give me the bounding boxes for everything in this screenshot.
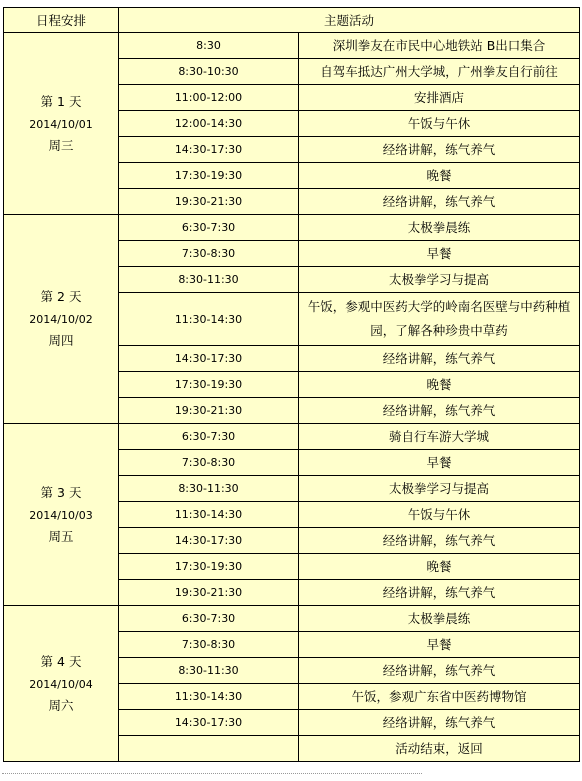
time-cell: 19:30-21:30 [119, 189, 299, 215]
time-cell: 8:30 [119, 33, 299, 59]
time-cell: 14:30-17:30 [119, 137, 299, 163]
activity-cell: 太极拳晨练 [299, 606, 580, 632]
activity-cell: 深圳拳友在市民中心地铁站 B出口集合 [299, 33, 580, 59]
header-schedule: 日程安排 [4, 8, 119, 33]
activity-cell: 太极拳学习与提高 [299, 267, 580, 293]
time-cell: 6:30-7:30 [119, 424, 299, 450]
day-weekday: 周四 [48, 333, 74, 348]
schedule-table [3, 7, 580, 762]
day-cell [4, 606, 119, 762]
time-cell: 19:30-21:30 [119, 398, 299, 424]
activity-cell: 骑自行车游大学城 [299, 424, 580, 450]
time-cell: 8:30-10:30 [119, 59, 299, 85]
time-cell: 8:30-11:30 [119, 267, 299, 293]
activity-cell: 经络讲解，练气养气 [299, 398, 580, 424]
activity-cell: 经络讲解，练气养气 [299, 189, 580, 215]
activity-cell: 经络讲解，练气养气 [299, 528, 580, 554]
activity-cell: 早餐 [299, 241, 580, 267]
day-weekday: 周六 [48, 697, 74, 713]
time-cell: 11:30-14:30 [119, 293, 299, 346]
day-date: 2014/10/03 [29, 508, 93, 522]
time-cell: 14:30-17:30 [119, 346, 299, 372]
day-cell [4, 33, 119, 215]
time-cell: 17:30-19:30 [119, 163, 299, 189]
day-date: 2014/10/02 [29, 313, 93, 326]
schedule-row [4, 215, 580, 241]
time-cell: 6:30-7:30 [119, 215, 299, 241]
time-cell: 6:30-7:30 [119, 606, 299, 632]
time-cell: 11:30-14:30 [119, 684, 299, 710]
activity-cell: 午饭与午休 [299, 502, 580, 528]
schedule-row [4, 424, 580, 450]
activity-cell: 太极拳晨练 [299, 215, 580, 241]
activity-cell: 自驾车抵达广州大学城，广州拳友自行前往 [299, 59, 580, 85]
activity-cell: 经络讲解，练气养气 [299, 658, 580, 684]
time-cell: 11:00-12:00 [119, 85, 299, 111]
activity-cell: 午饭，参观广东省中医药博物馆 [299, 684, 580, 710]
time-cell: 14:30-17:30 [119, 710, 299, 736]
activity-cell: 晚餐 [299, 163, 580, 189]
time-cell: 19:30-21:30 [119, 580, 299, 606]
activity-cell: 经络讲解，练气养气 [299, 137, 580, 163]
activity-cell: 午饭与午休 [299, 111, 580, 137]
day-label: 第 4 天 [40, 653, 82, 669]
activity-cell: 早餐 [299, 450, 580, 476]
day-cell [4, 424, 119, 606]
cut-off-footer-line [2, 773, 422, 774]
activity-cell: 活动结束，返回 [299, 736, 580, 762]
time-cell: 8:30-11:30 [119, 476, 299, 502]
day-label: 第 3 天 [40, 484, 82, 500]
time-cell: 7:30-8:30 [119, 450, 299, 476]
header-activity: 主题活动 [119, 8, 580, 33]
activity-cell: 经络讲解，练气养气 [299, 710, 580, 736]
time-cell: 14:30-17:30 [119, 528, 299, 554]
time-cell: 7:30-8:30 [119, 241, 299, 267]
activity-cell: 太极拳学习与提高 [299, 476, 580, 502]
activity-cell: 安排酒店 [299, 85, 580, 111]
activity-cell: 午饭，参观中医药大学的岭南名医壁与中药种植园，了解各种珍贵中草药 [299, 293, 580, 346]
schedule-body [4, 33, 580, 762]
time-cell: 17:30-19:30 [119, 372, 299, 398]
activity-cell: 早餐 [299, 632, 580, 658]
activity-cell: 晚餐 [299, 372, 580, 398]
day-label: 第 1 天 [40, 93, 82, 109]
time-cell: 17:30-19:30 [119, 554, 299, 580]
activity-cell: 经络讲解，练气养气 [299, 580, 580, 606]
activity-cell: 经络讲解，练气养气 [299, 346, 580, 372]
schedule-row [4, 606, 580, 632]
time-cell [119, 736, 299, 762]
schedule-row [4, 33, 580, 59]
time-cell: 12:00-14:30 [119, 111, 299, 137]
day-weekday: 周五 [48, 528, 74, 544]
time-cell: 8:30-11:30 [119, 658, 299, 684]
day-label: 第 2 天 [40, 289, 82, 304]
activity-cell: 晚餐 [299, 554, 580, 580]
day-date: 2014/10/01 [29, 117, 93, 131]
day-cell [4, 215, 119, 424]
table-header-row [4, 8, 580, 33]
day-date: 2014/10/04 [29, 677, 93, 691]
time-cell: 7:30-8:30 [119, 632, 299, 658]
day-weekday: 周三 [48, 137, 74, 153]
time-cell: 11:30-14:30 [119, 502, 299, 528]
